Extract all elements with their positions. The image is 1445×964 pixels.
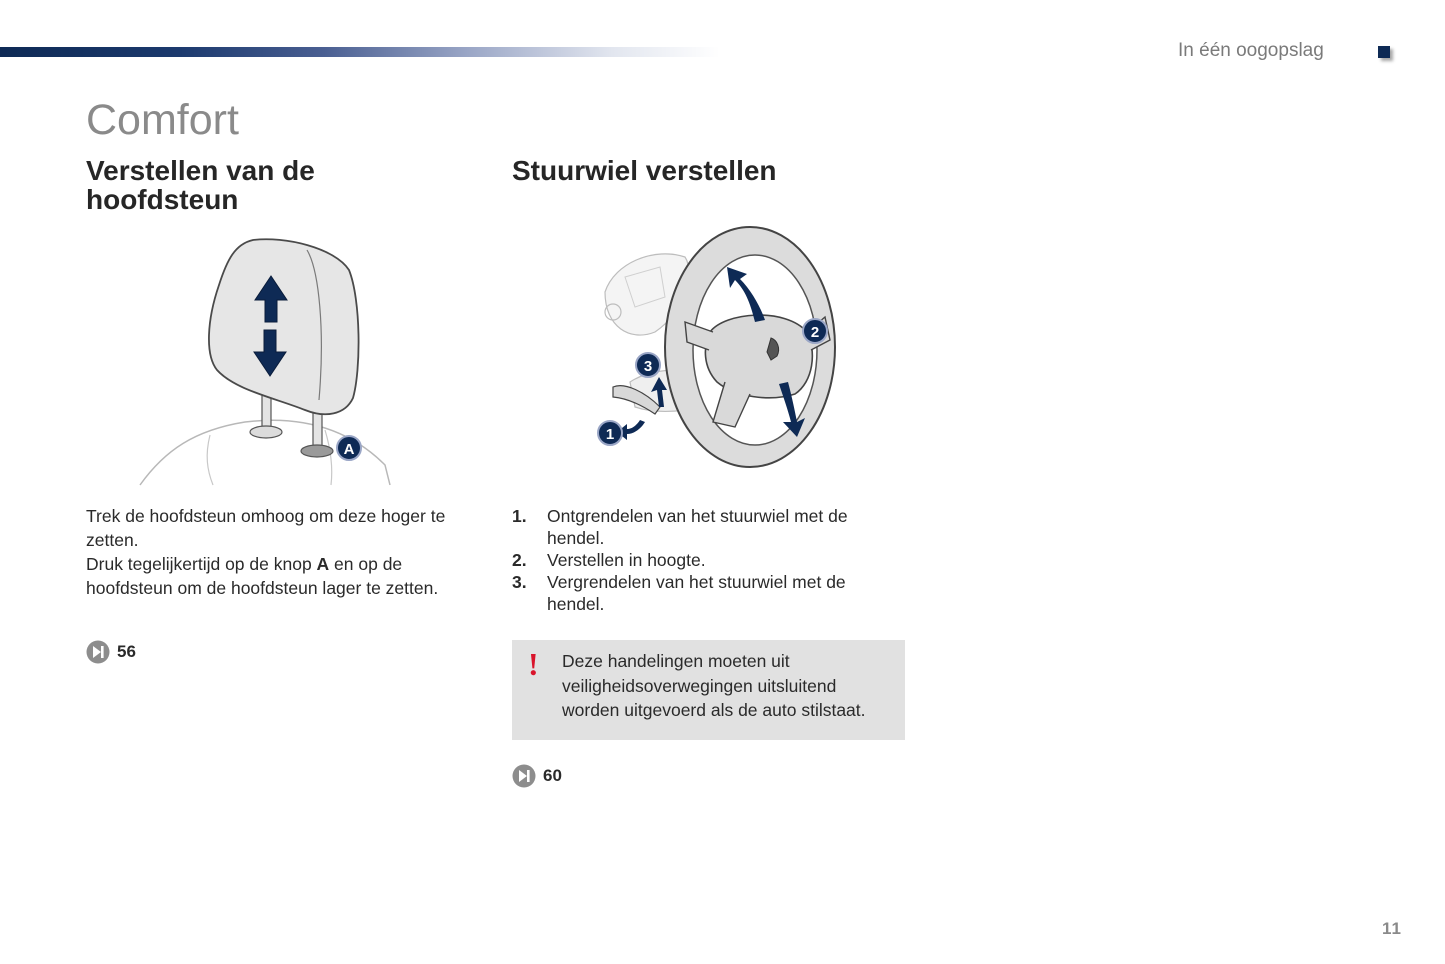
page-reference-icon (86, 640, 110, 664)
warning-icon: ! (528, 646, 539, 682)
steering-heading: Stuurwiel verstellen (512, 155, 777, 186)
page-number: 11 (1382, 919, 1402, 938)
callout-1 (598, 421, 622, 445)
callout-a-label: A (343, 441, 355, 458)
headrest-illustration (135, 230, 395, 490)
warning-text: Deze handelingen moeten uit veiligheidsoverwegingen uitsluitend worden uitgevoerd als de auto stilstaat. (562, 651, 866, 720)
header-gradient-bar (0, 47, 720, 57)
warning-box (512, 640, 905, 740)
callout-2-label: 2 (810, 324, 820, 341)
headrest-paragraph-1: Trek de hoofdsteun omhoog om deze hoger te zetten. (86, 506, 446, 550)
callout-3 (636, 353, 660, 377)
page-reference-icon (512, 764, 536, 788)
headrest-instructions (86, 504, 486, 600)
steering-wheel-illustration (585, 222, 850, 480)
headrest-heading: Verstellen van de hoofdsteun (86, 155, 315, 215)
page-title: Comfort (86, 96, 239, 144)
callout-3-label: 3 (643, 358, 653, 375)
list-item: 1. Ontgrendelen van het stuurwiel met de hendel. (512, 506, 848, 548)
steering-reference-page: 60 (543, 766, 562, 785)
callout-2 (803, 319, 827, 343)
headrest-paragraph-2: Druk tegelijkertijd op de knop A en op de hoofdsteun om de hoofdsteun lager te zetten. (86, 554, 439, 598)
steering-steps-list (512, 505, 892, 615)
callout-1-label: 1 (605, 426, 615, 443)
list-item: 3. Vergrendelen van het stuurwiel met de hendel. (512, 572, 846, 614)
section-marker-icon (1378, 46, 1390, 58)
steering-reference-link[interactable] (512, 764, 562, 788)
headrest-reference-link[interactable] (86, 640, 136, 664)
list-item: 2. Verstellen in hoogte. (512, 550, 706, 570)
headrest-reference-page: 56 (117, 642, 136, 661)
section-title: In één oogopslag (1178, 40, 1324, 61)
